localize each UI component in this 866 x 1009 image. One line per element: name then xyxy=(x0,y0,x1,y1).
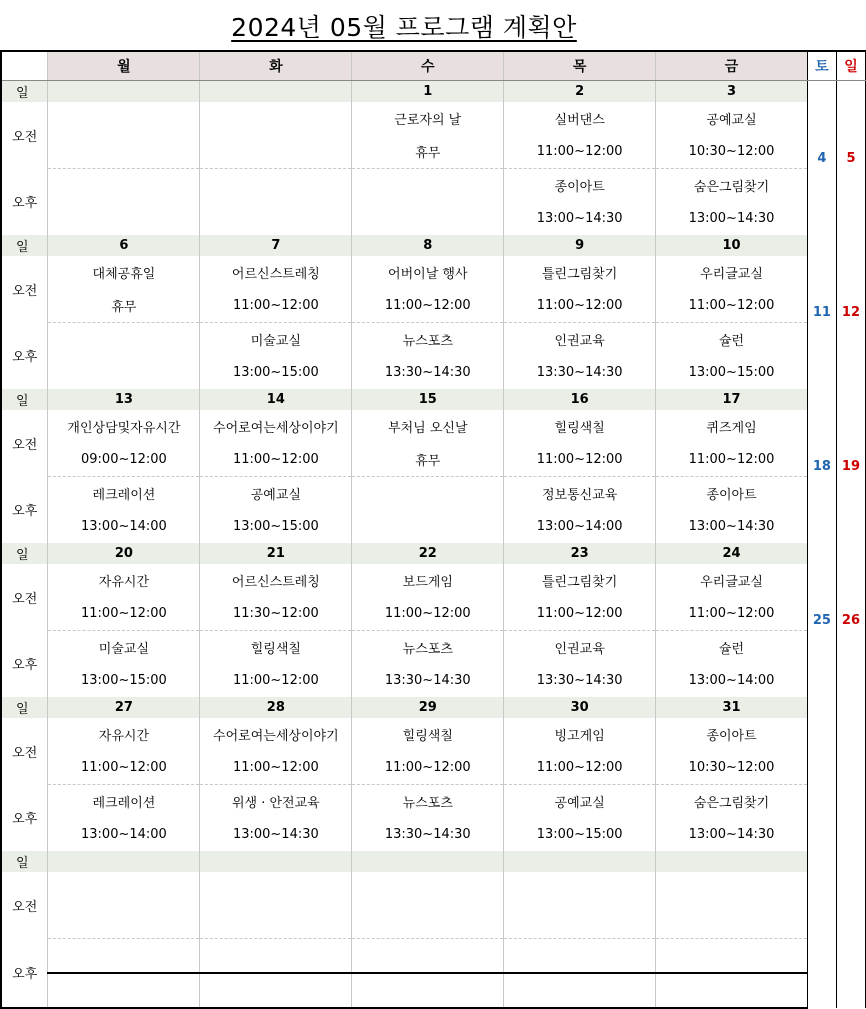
program-time xyxy=(200,973,352,1008)
date-number xyxy=(656,851,808,872)
header-day: 수 xyxy=(352,51,504,81)
sunday-date: 12 xyxy=(836,235,865,389)
pm-label: 오후 xyxy=(1,631,48,698)
header-row xyxy=(1,51,866,81)
program-name: 자유시간 xyxy=(48,564,200,597)
program-row-pm xyxy=(1,169,866,203)
date-number: 24 xyxy=(656,543,808,564)
date-number: 31 xyxy=(656,697,808,718)
date-number xyxy=(200,851,352,872)
program-row-am xyxy=(1,564,866,597)
program-name xyxy=(48,939,200,974)
program-time: 13:30~14:30 xyxy=(504,356,656,389)
date-number xyxy=(48,851,200,872)
program-time: 13:00~15:00 xyxy=(656,356,808,389)
program-time: 11:00~12:00 xyxy=(504,443,656,477)
program-time: 11:00~12:00 xyxy=(48,751,200,785)
program-name xyxy=(48,102,200,135)
header-corner xyxy=(1,51,48,81)
program-name: 종이아트 xyxy=(504,169,656,203)
program-row-am xyxy=(1,872,866,905)
program-time: 11:00~12:00 xyxy=(200,289,352,323)
program-name xyxy=(48,323,200,357)
program-name: 숨은그림찾기 xyxy=(656,785,808,819)
program-name xyxy=(352,939,504,974)
program-name: 공예교실 xyxy=(200,477,352,511)
program-name: 공예교실 xyxy=(656,102,808,135)
program-time xyxy=(656,905,808,939)
am-label: 오전 xyxy=(1,564,48,631)
program-name: 공예교실 xyxy=(504,785,656,819)
program-time xyxy=(504,973,656,1008)
page-title: 2024년 05월 프로그램 계획안 xyxy=(231,13,577,42)
program-name: 대체공휴일 xyxy=(48,256,200,289)
saturday-date xyxy=(807,851,836,1008)
program-time-row-pm xyxy=(1,664,866,697)
program-time: 13:30~14:30 xyxy=(352,356,504,389)
date-number: 14 xyxy=(200,389,352,410)
program-name: 뉴스포츠 xyxy=(352,323,504,357)
program-name xyxy=(352,169,504,203)
date-number: 23 xyxy=(504,543,656,564)
date-number: 9 xyxy=(504,235,656,256)
program-time: 10:30~12:00 xyxy=(656,135,808,169)
program-name: 퀴즈게임 xyxy=(656,410,808,443)
program-time: 휴무 xyxy=(48,289,200,323)
program-time: 11:00~12:00 xyxy=(200,751,352,785)
am-label: 오전 xyxy=(1,872,48,939)
program-name: 슐런 xyxy=(656,323,808,357)
program-name: 우리글교실 xyxy=(656,256,808,289)
program-time: 13:30~14:30 xyxy=(352,818,504,851)
program-name: 우리글교실 xyxy=(656,564,808,597)
program-time: 11:00~12:00 xyxy=(504,597,656,631)
program-name: 힐링색칠 xyxy=(200,631,352,665)
program-time xyxy=(200,905,352,939)
program-time: 13:00~14:00 xyxy=(656,664,808,697)
header-day: 월 xyxy=(48,51,200,81)
saturday-date: 18 xyxy=(807,389,836,543)
program-name xyxy=(352,477,504,511)
program-name xyxy=(48,169,200,203)
saturday-date: 4 xyxy=(807,81,836,236)
sunday-date: 19 xyxy=(836,389,865,543)
week-date-row xyxy=(1,389,866,410)
date-number: 1 xyxy=(352,81,504,103)
program-name xyxy=(656,872,808,905)
saturday-date: 25 xyxy=(807,543,836,697)
date-number: 13 xyxy=(48,389,200,410)
sunday-date: 26 xyxy=(836,543,865,697)
date-number: 21 xyxy=(200,543,352,564)
program-name xyxy=(200,872,352,905)
program-name: 종이아트 xyxy=(656,477,808,511)
pm-label: 오후 xyxy=(1,785,48,852)
date-number xyxy=(48,81,200,103)
am-label: 오전 xyxy=(1,410,48,477)
program-time-row-pm xyxy=(1,973,866,1008)
program-name: 수어로여는세상이야기 xyxy=(200,718,352,751)
program-time: 13:00~15:00 xyxy=(504,818,656,851)
program-time: 13:00~14:30 xyxy=(656,202,808,235)
program-name: 종이아트 xyxy=(656,718,808,751)
date-number: 22 xyxy=(352,543,504,564)
date-number: 29 xyxy=(352,697,504,718)
week-label: 일 xyxy=(1,389,48,410)
program-time: 11:00~12:00 xyxy=(352,597,504,631)
program-time: 11:00~12:00 xyxy=(352,751,504,785)
program-time-row-pm xyxy=(1,356,866,389)
week-label: 일 xyxy=(1,851,48,872)
program-name: 레크레이션 xyxy=(48,477,200,511)
program-time: 13:30~14:30 xyxy=(504,664,656,697)
date-number: 27 xyxy=(48,697,200,718)
program-time: 13:00~14:00 xyxy=(48,818,200,851)
program-name: 개인상담및자유시간 xyxy=(48,410,200,443)
date-number xyxy=(352,851,504,872)
program-time: 13:30~14:30 xyxy=(352,664,504,697)
program-time-row-am xyxy=(1,289,866,323)
program-time: 13:00~14:30 xyxy=(656,510,808,543)
week-date-row xyxy=(1,81,866,103)
saturday-date: 11 xyxy=(807,235,836,389)
program-time-row-pm xyxy=(1,818,866,851)
sunday-date xyxy=(836,851,865,1008)
program-name: 수어로여는세상이야기 xyxy=(200,410,352,443)
program-time: 11:00~12:00 xyxy=(656,289,808,323)
program-time xyxy=(48,135,200,169)
date-number xyxy=(200,81,352,103)
program-time-row-pm xyxy=(1,202,866,235)
program-row-am xyxy=(1,718,866,751)
program-time: 11:00~12:00 xyxy=(504,751,656,785)
sunday-date xyxy=(836,697,865,851)
header-saturday: 토 xyxy=(807,51,836,81)
date-number xyxy=(504,851,656,872)
program-name xyxy=(200,169,352,203)
week-date-row xyxy=(1,543,866,564)
program-time: 13:00~15:00 xyxy=(48,664,200,697)
program-time: 11:00~12:00 xyxy=(352,289,504,323)
pm-label: 오후 xyxy=(1,323,48,390)
program-time: 13:00~14:30 xyxy=(200,818,352,851)
program-name xyxy=(48,872,200,905)
program-name: 미술교실 xyxy=(200,323,352,357)
header-sunday: 일 xyxy=(836,51,865,81)
program-name xyxy=(200,102,352,135)
am-label: 오전 xyxy=(1,256,48,323)
program-time xyxy=(48,202,200,235)
program-time: 11:30~12:00 xyxy=(200,597,352,631)
date-number: 17 xyxy=(656,389,808,410)
sunday-date: 5 xyxy=(836,81,865,236)
program-name: 어르신스트레칭 xyxy=(200,256,352,289)
program-name xyxy=(504,939,656,974)
program-name: 근로자의 날 xyxy=(352,102,504,135)
date-number: 30 xyxy=(504,697,656,718)
program-time xyxy=(352,510,504,543)
program-time: 11:00~12:00 xyxy=(200,443,352,477)
program-row-pm xyxy=(1,939,866,974)
program-time xyxy=(656,973,808,1008)
program-name: 어버이날 행사 xyxy=(352,256,504,289)
program-time: 13:00~15:00 xyxy=(200,356,352,389)
program-name: 자유시간 xyxy=(48,718,200,751)
program-time xyxy=(352,202,504,235)
program-row-am xyxy=(1,102,866,135)
am-label: 오전 xyxy=(1,102,48,169)
program-time-row-am xyxy=(1,597,866,631)
program-time: 13:00~14:00 xyxy=(504,510,656,543)
program-name: 숨은그림찾기 xyxy=(656,169,808,203)
program-time: 13:00~14:30 xyxy=(656,818,808,851)
program-time-row-pm xyxy=(1,510,866,543)
week-label: 일 xyxy=(1,543,48,564)
program-name: 인권교육 xyxy=(504,631,656,665)
week-date-row xyxy=(1,851,866,872)
program-time xyxy=(48,356,200,389)
date-number: 8 xyxy=(352,235,504,256)
week-label: 일 xyxy=(1,235,48,256)
program-name xyxy=(352,872,504,905)
date-number: 3 xyxy=(656,81,808,103)
program-row-am xyxy=(1,256,866,289)
program-row-pm xyxy=(1,323,866,357)
program-time: 11:00~12:00 xyxy=(504,135,656,169)
date-number: 7 xyxy=(200,235,352,256)
program-name: 슐런 xyxy=(656,631,808,665)
program-name: 어르신스트레칭 xyxy=(200,564,352,597)
program-time: 11:00~12:00 xyxy=(504,289,656,323)
program-row-pm xyxy=(1,477,866,511)
week-date-row xyxy=(1,697,866,718)
program-name: 실버댄스 xyxy=(504,102,656,135)
date-number: 6 xyxy=(48,235,200,256)
program-time xyxy=(504,905,656,939)
date-number: 2 xyxy=(504,81,656,103)
program-time xyxy=(48,973,200,1008)
program-time xyxy=(200,202,352,235)
program-name: 위생 · 안전교육 xyxy=(200,785,352,819)
program-time: 11:00~12:00 xyxy=(48,597,200,631)
schedule-table xyxy=(0,50,866,1009)
program-time xyxy=(48,905,200,939)
program-name: 뉴스포츠 xyxy=(352,785,504,819)
pm-label: 오후 xyxy=(1,939,48,1009)
program-row-pm xyxy=(1,631,866,665)
program-name: 힐링색칠 xyxy=(504,410,656,443)
program-time xyxy=(200,135,352,169)
pm-label: 오후 xyxy=(1,477,48,544)
program-time-row-am xyxy=(1,751,866,785)
date-number: 20 xyxy=(48,543,200,564)
saturday-date xyxy=(807,697,836,851)
date-number: 28 xyxy=(200,697,352,718)
week-label: 일 xyxy=(1,81,48,103)
am-label: 오전 xyxy=(1,718,48,785)
week-label: 일 xyxy=(1,697,48,718)
program-time: 09:00~12:00 xyxy=(48,443,200,477)
date-number: 10 xyxy=(656,235,808,256)
date-number: 16 xyxy=(504,389,656,410)
program-time: 11:00~12:00 xyxy=(656,443,808,477)
program-name: 정보통신교육 xyxy=(504,477,656,511)
program-time: 10:30~12:00 xyxy=(656,751,808,785)
header-day: 목 xyxy=(504,51,656,81)
header-day: 금 xyxy=(656,51,808,81)
program-name: 인권교육 xyxy=(504,323,656,357)
pm-label: 오후 xyxy=(1,169,48,236)
program-time: 휴무 xyxy=(352,135,504,169)
program-time: 휴무 xyxy=(352,443,504,477)
header-day: 화 xyxy=(200,51,352,81)
program-time-row-am xyxy=(1,135,866,169)
program-name: 빙고게임 xyxy=(504,718,656,751)
program-time: 11:00~12:00 xyxy=(200,664,352,697)
program-name xyxy=(200,939,352,974)
program-name: 틀린그림찾기 xyxy=(504,564,656,597)
program-time: 13:00~14:30 xyxy=(504,202,656,235)
program-name xyxy=(656,939,808,974)
program-time: 13:00~14:00 xyxy=(48,510,200,543)
program-time xyxy=(352,905,504,939)
program-name: 미술교실 xyxy=(48,631,200,665)
program-name xyxy=(504,872,656,905)
program-time: 11:00~12:00 xyxy=(656,597,808,631)
program-name: 뉴스포츠 xyxy=(352,631,504,665)
program-name: 부처님 오신날 xyxy=(352,410,504,443)
program-row-pm xyxy=(1,785,866,819)
program-time: 13:00~15:00 xyxy=(200,510,352,543)
week-date-row xyxy=(1,235,866,256)
program-name: 레크레이션 xyxy=(48,785,200,819)
program-name: 틀린그림찾기 xyxy=(504,256,656,289)
date-number: 15 xyxy=(352,389,504,410)
program-name: 보드게임 xyxy=(352,564,504,597)
program-time-row-am xyxy=(1,905,866,939)
program-name: 힐링색칠 xyxy=(352,718,504,751)
program-row-am xyxy=(1,410,866,443)
program-time-row-am xyxy=(1,443,866,477)
program-time xyxy=(352,973,504,1008)
